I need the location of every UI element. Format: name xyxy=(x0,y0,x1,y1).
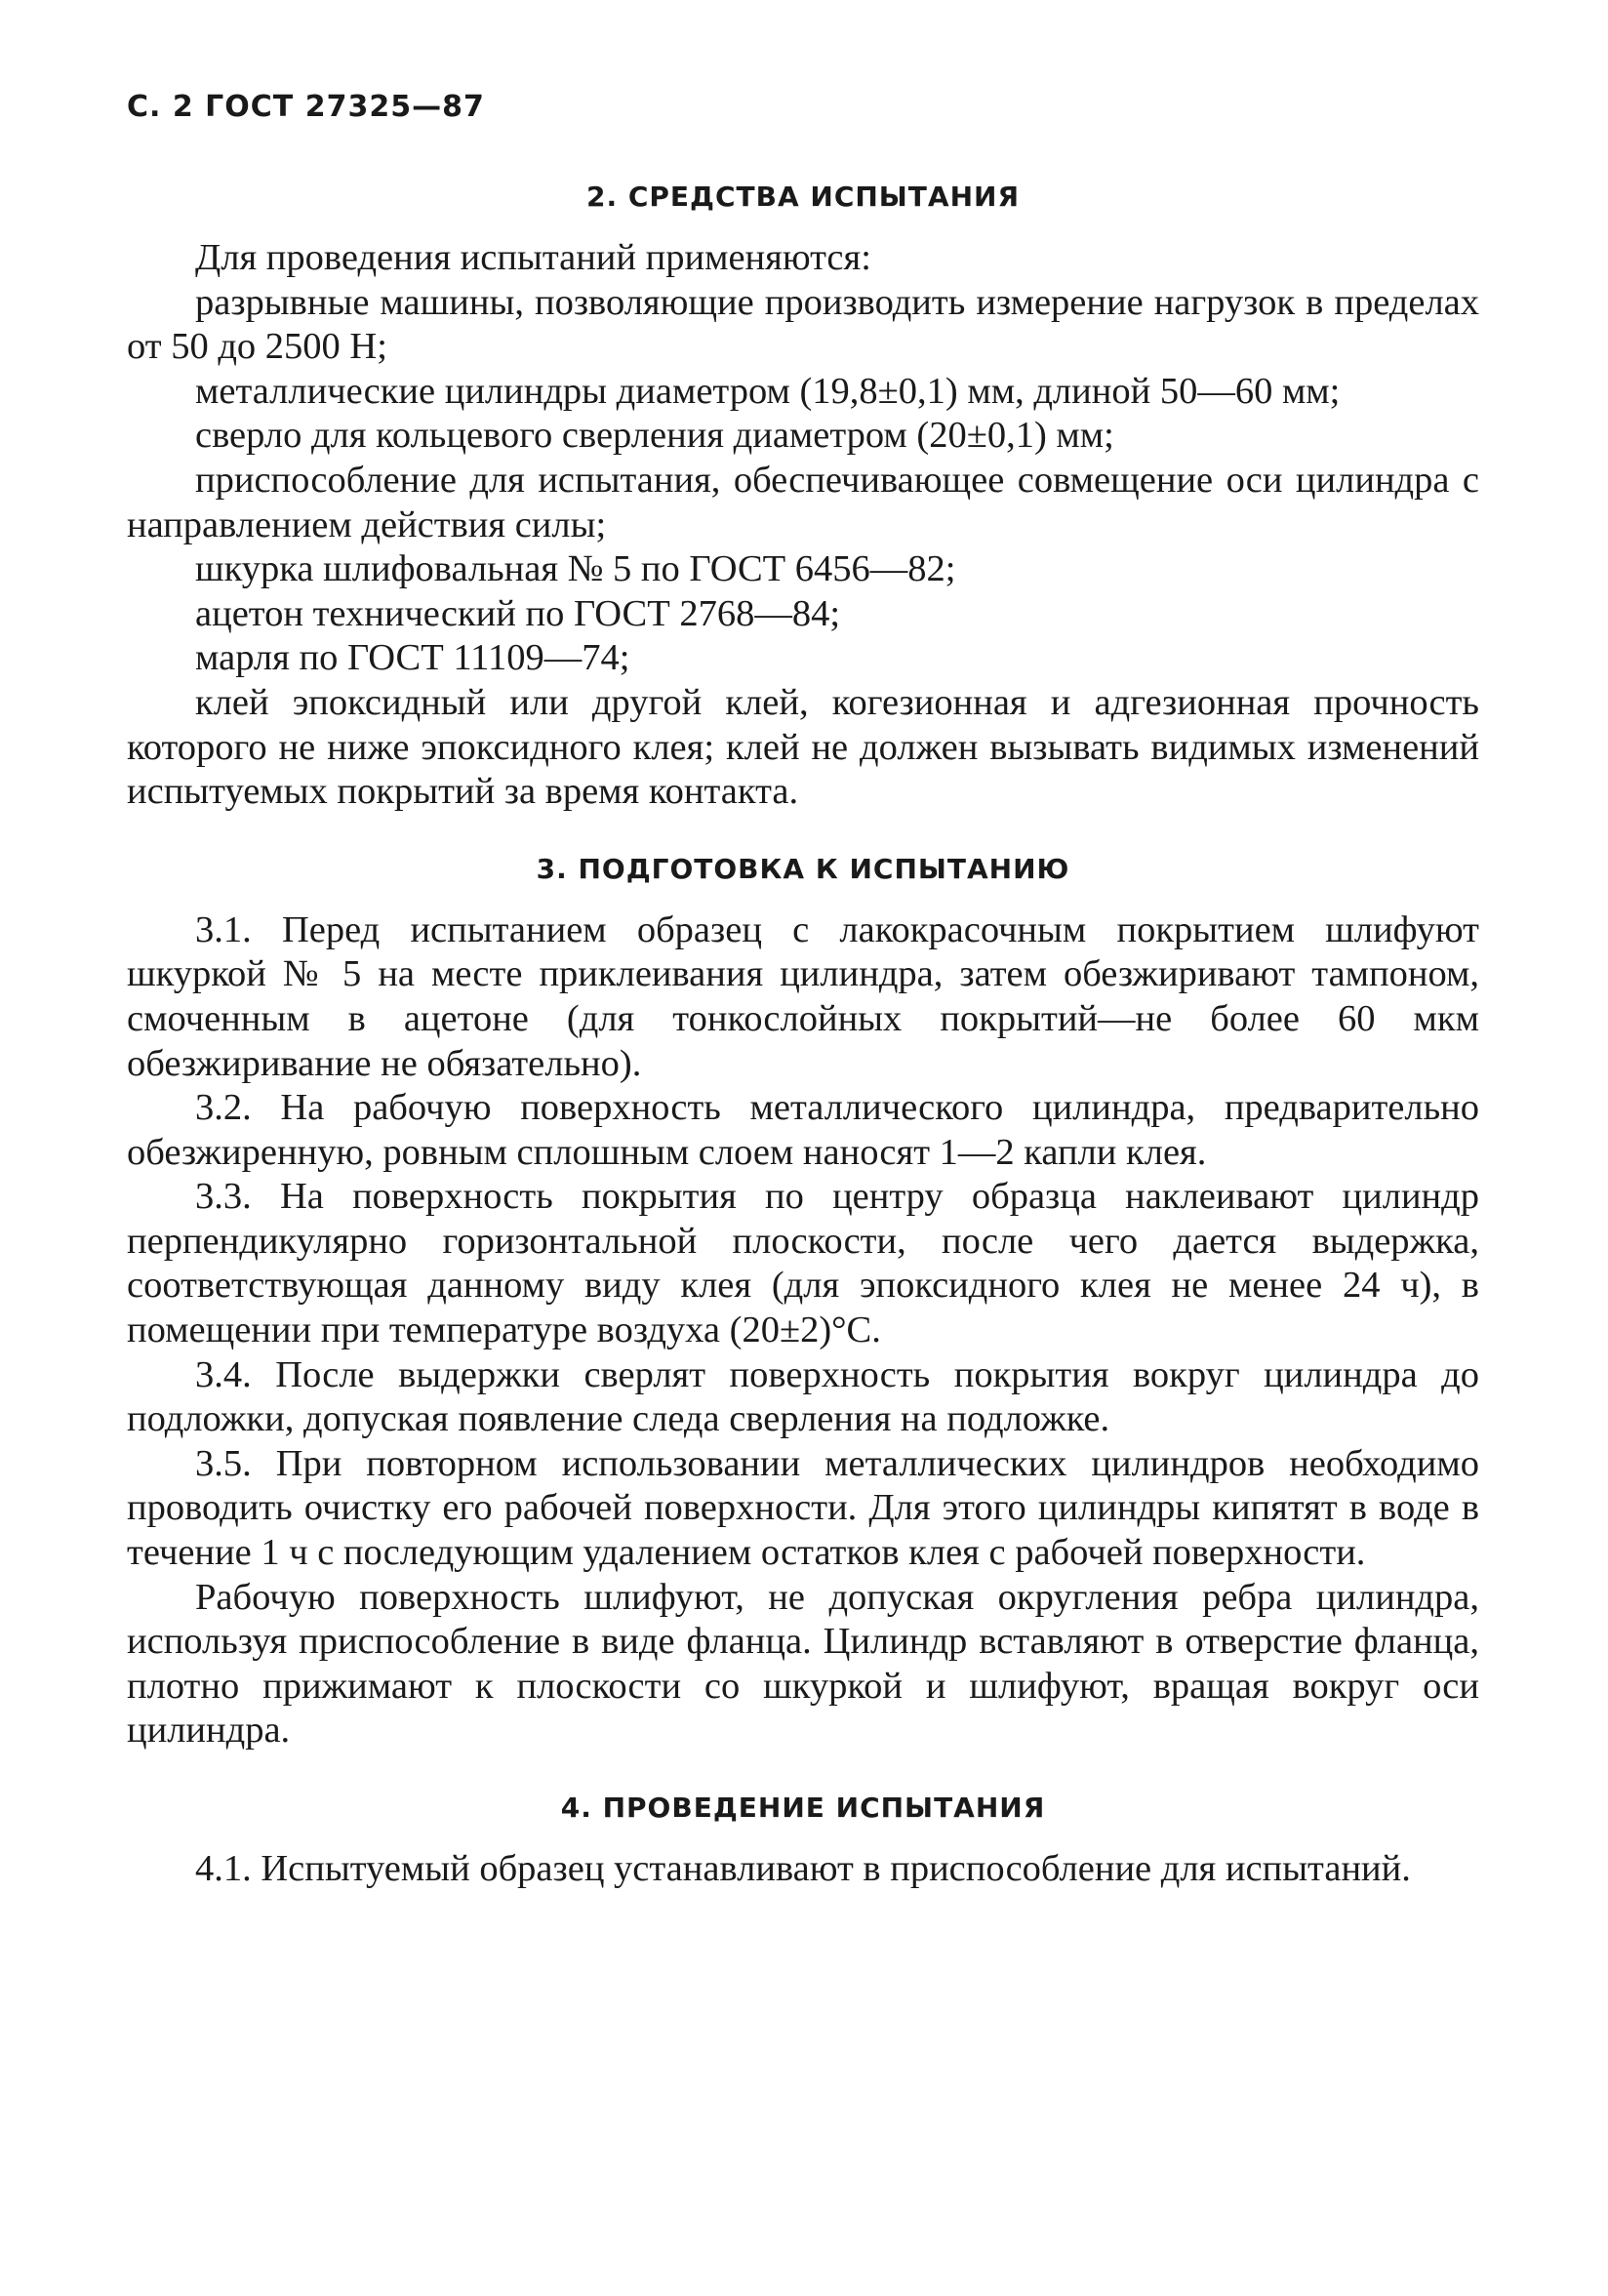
paragraph: разрывные машины, позволяющие производить измерение нагрузок в пределах от 50 до 2500 Н; xyxy=(127,281,1479,368)
paragraph: ацетон технический по ГОСТ 2768—84; xyxy=(195,592,841,634)
paragraph: Для проведения испытаний применяются: xyxy=(195,237,871,278)
paragraph: сверло для кольцевого сверления диаметром (20±0,1) мм; xyxy=(195,415,1114,457)
paragraph: металлические цилиндры диаметром (19,8±0,1) мм, длиной 50—60 мм; xyxy=(195,370,1341,412)
paragraph: марля по ГОСТ 11109—74; xyxy=(195,637,630,679)
running-head: С. 2 ГОСТ 27325—87 xyxy=(127,90,485,124)
section-title: 4. ПРОВЕДЕНИЕ ИСПЫТАНИЯ xyxy=(560,1792,1046,1824)
paragraph: клей эпоксидный или другой клей, когезионная и адгезионная прочность которого не ниже эпоксидного клея; клей не должен вызывать видимых изменений испытуемых покрытий за время контакта. xyxy=(127,681,1479,813)
section-preparation xyxy=(127,850,1479,1753)
section-title: 3. ПОДГОТОВКА К ИСПЫТАНИЮ xyxy=(536,852,1070,885)
section-conducting-test xyxy=(127,1789,1479,1892)
paragraph: 3.2. На рабочую поверхность металлического цилиндра, предварительно обезжиренную, ровным сплошным слоем наносят 1—2 капли клея. xyxy=(127,1087,1479,1173)
paragraph: 4.1. Испытуемый образец устанавливают в приспособление для испытаний. xyxy=(195,1848,1411,1889)
paragraph: 3.1. Перед испытанием образец с лакокрасочным покрытием шлифуют шкуркой № 5 на месте приклеивания цилиндра, затем обезжиривают тампоном, смоченным в ацетоне (для тонкослойных покрытий—не более 60 мкм обезжиривание не обязательно). xyxy=(127,908,1479,1084)
paragraph: 3.3. На поверхность покрытия по центру образца наклеивают цилиндр перпендикулярно горизонтальной плоскости, после чего дается выдержка, соответствующая данному виду клея (для эпоксидного клея не менее 24 ч), в помещении при температуре воздуха (20±2)°С. xyxy=(127,1176,1479,1351)
paragraph: Рабочую поверхность шлифуют, не допуская округления ребра цилиндра, используя приспособление в виде фланца. Цилиндр вставляют в отверстие фланца, плотно прижимают к плоскости со шкуркой и шлифуют, вращая вокруг оси цилиндра. xyxy=(127,1576,1479,1752)
paragraph: шкурка шлифовальная № 5 по ГОСТ 6456—82; xyxy=(195,548,956,590)
paragraph: приспособление для испытания, обеспечивающее совмещение оси цилиндра с направлением действия силы; xyxy=(127,459,1479,545)
document-page xyxy=(127,88,1479,1892)
paragraph: 3.4. После выдержки сверлят поверхность покрытия вокруг цилиндра до подложки, допуская появление следа сверления на подложке. xyxy=(127,1353,1479,1440)
section-title: 2. СРЕДСТВА ИСПЫТАНИЯ xyxy=(585,181,1021,213)
section-means-of-testing xyxy=(127,178,1479,815)
paragraph: 3.5. При повторном использовании металлических цилиндров необходимо проводить очистку его рабочей поверхности. Для этого цилиндры кипятят в воде в течение 1 ч с последующим удалением остатков клея с рабочей поверхности. xyxy=(127,1442,1479,1574)
